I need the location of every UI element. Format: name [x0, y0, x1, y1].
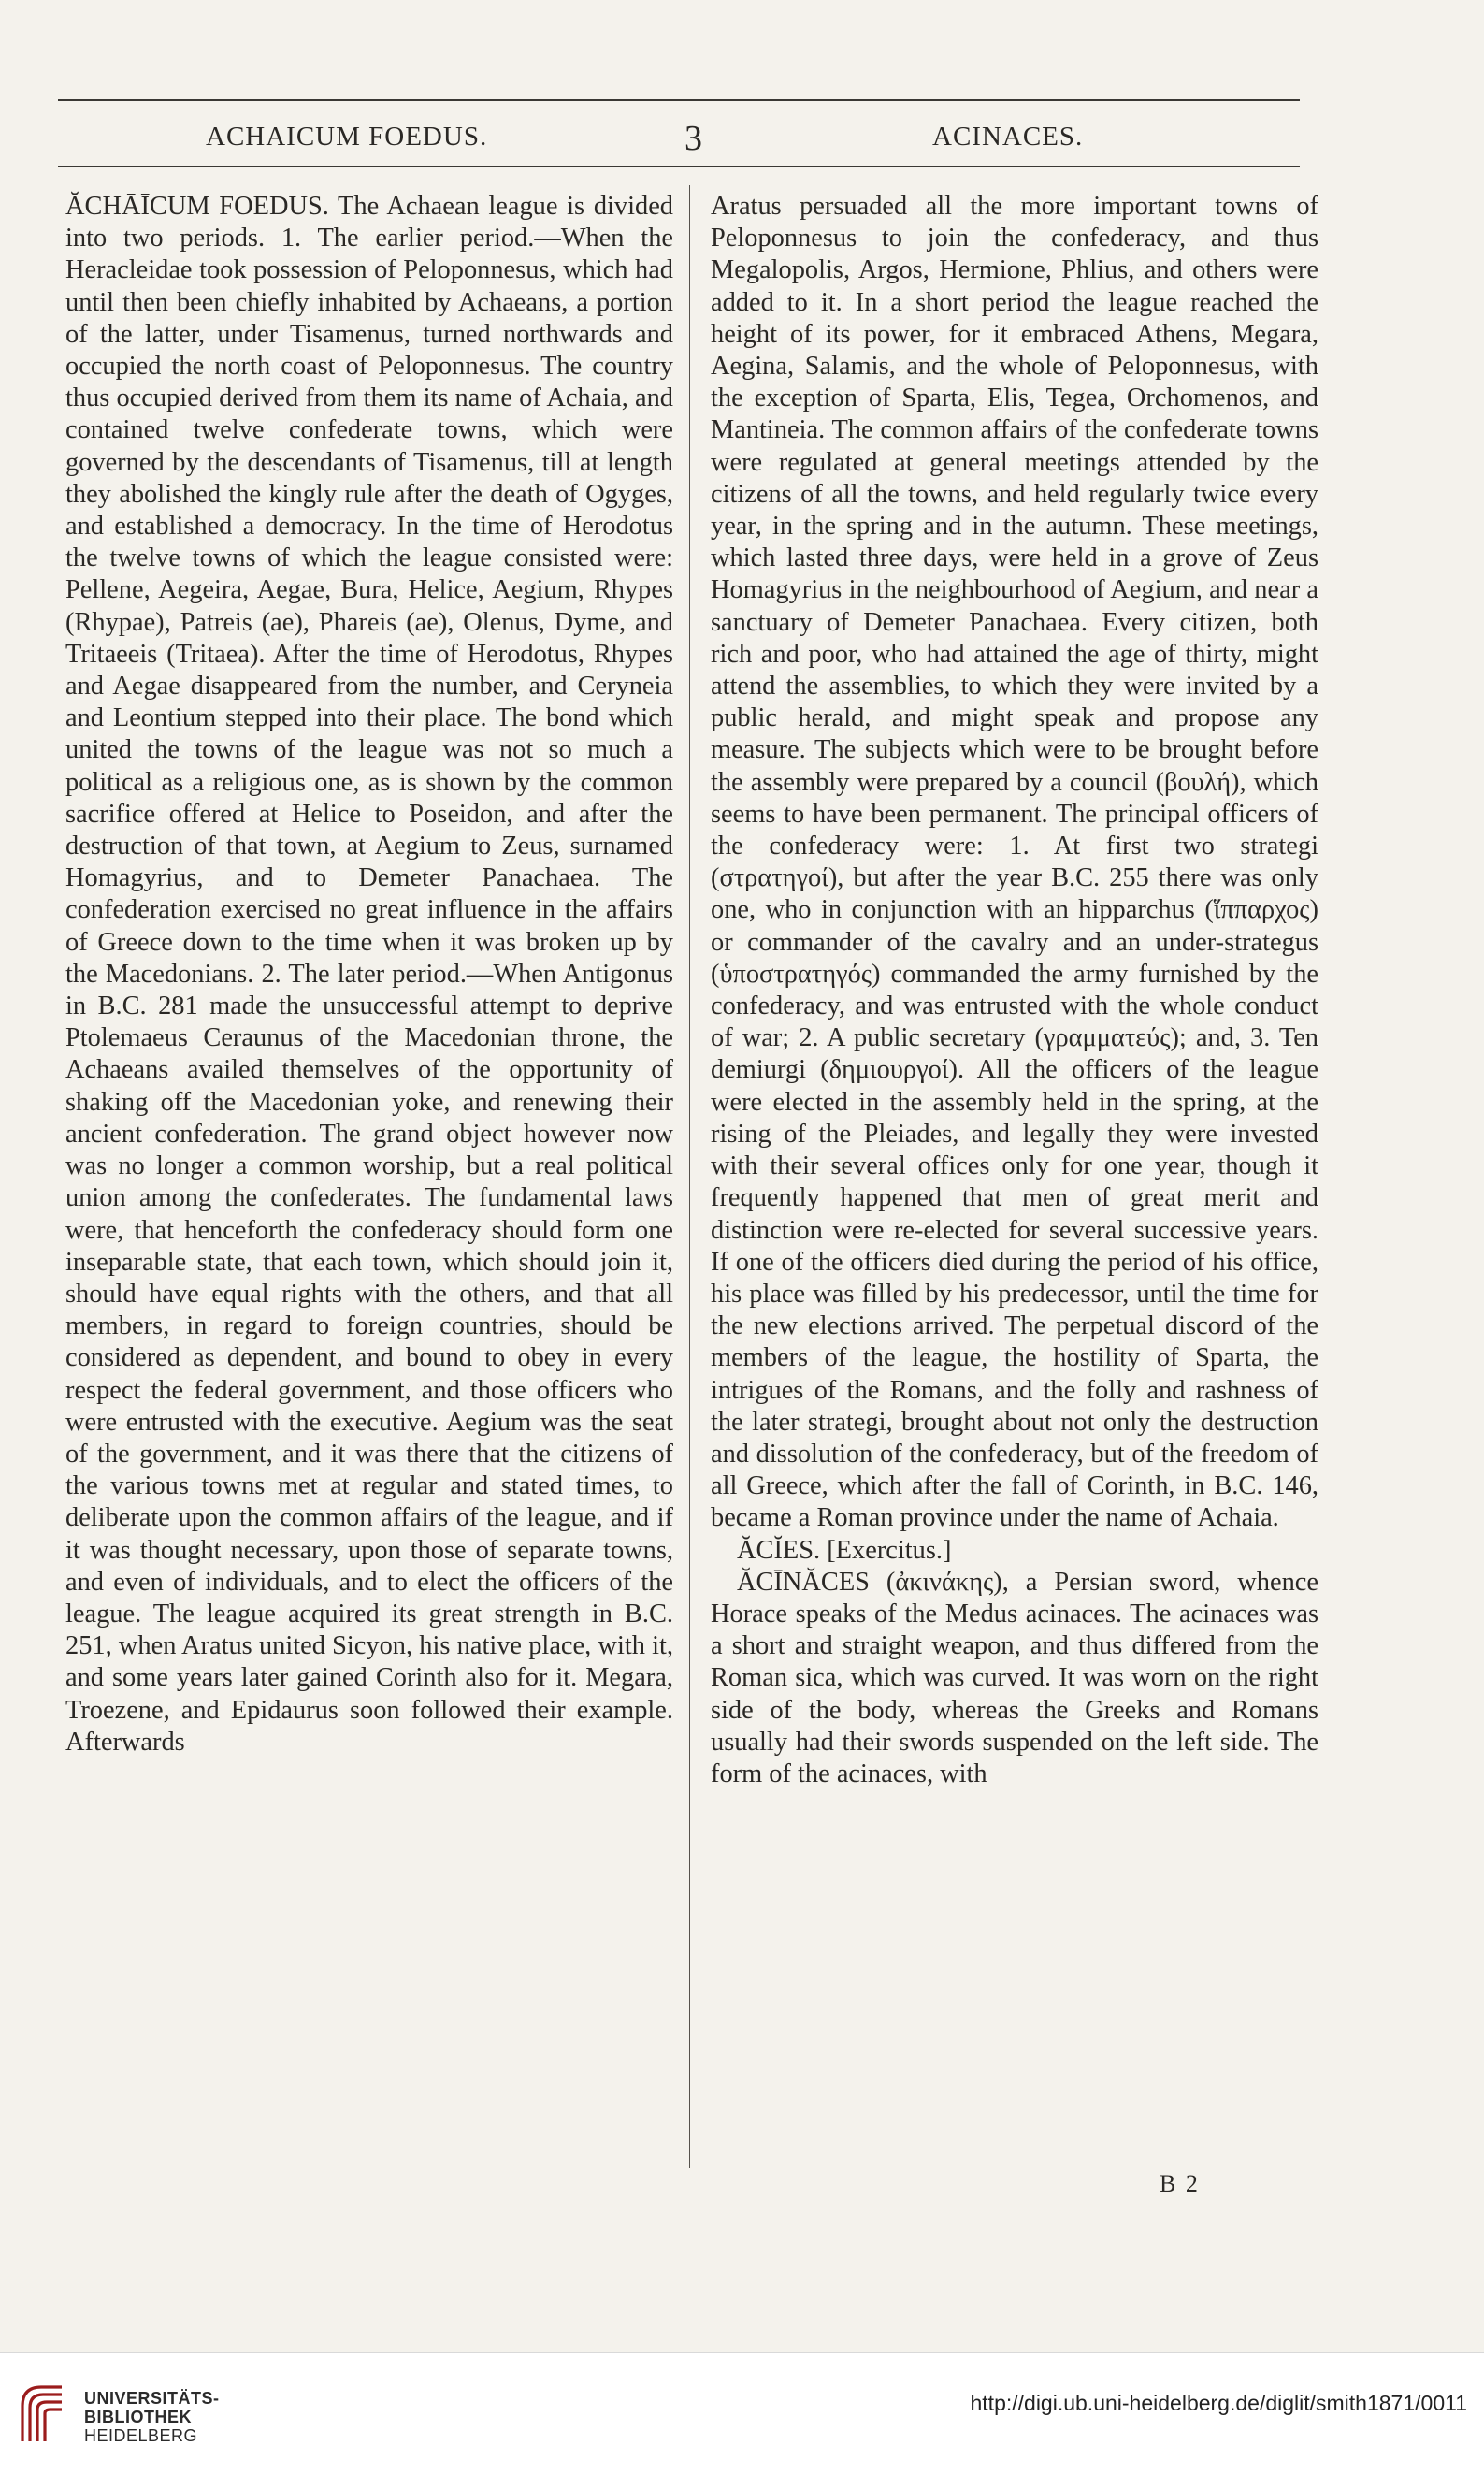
institution-line-2: BIBLIOTHEK — [84, 2408, 192, 2426]
entry-acinaces: ĂCĪNĂCES (ἀκινάκης), a Persian sword, whence Horace speaks of the Medus acinaces. The acinaces was a short and straight weapon, and thus differed from the Roman sica, which was curved. It was worn on the right side of the body, whereas the Greeks and Romans usually had their swords suspended on the left side. The form of the acinaces, with — [711, 1567, 1318, 1788]
header-rule-top — [58, 99, 1300, 101]
right-column — [711, 191, 1318, 1790]
entry-achaicum-foedus: ĂCHĀĪCUM FOEDUS. The Achaean league is divided into two periods. 1. The earlier period.—When the Heracleidae took possession of Peloponnesus, which had until then been chiefly inhabited by Achaeans, a portion of the latter, under Tisamenus, turned northwards and occupied the north coast of Peloponnesus. The country thus occupied derived from them its name of Achaia, and contained twelve confederate towns, which were governed by the descendants of Tisamenus, till at length they abolished the kingly rule after the death of Ogyges, and established a democracy. In the time of Herodotus the twelve towns of which the league consisted were: Pellene, Aegeira, Aegae, Bura, Helice, Aegium, Rhypes (Rhypae), Patreis (ae), Phareis (ae), Olenus, Dyme, and Tritaeeis (Tritaea). After the time of Herodotus, Rhypes and Aegae disappeared from the number, and Ceryneia and Leontium stepped into their place. The bond which united the towns of the league was not so much a political as a religious one, as is shown by the common sacrifice offered at Helice to Poseidon, and after the destruction of that town, at Aegium to Zeus, surnamed Homagyrius, and to Demeter Panachaea. The confederation exercised no great influence in the affairs of Greece down to the time when it was broken up by the Macedonians. 2. The later period.—When Antigonus in B.C. 281 made the unsuccessful attempt to deprive Ptolemaeus Ceraunus of the Macedonian throne, the Achaeans availed themselves of the opportunity of shaking off the Macedonian yoke, and renewing their ancient confederation. The grand object however now was no longer a common worship, but a real political union among the confederates. The fundamental laws were, that henceforth the confederacy should form one inseparable state, that each town, which should join it, should have equal rights with the others, and that all members, in regard to foreign countries, should be considered as dependent, and bound to obey in every respect the federal government, and those officers who were entrusted with the executive. Aegium was the seat of the government, and it was there that the citizens of the various towns met at regular and stated times, to deliberate upon the common affairs of the league, and if it was thought necessary, upon those of separate towns, and even of individuals, and to elect the officers of the league. The league acquired its great strength in B.C. 251, when Aratus united Sicyon, his native place, with it, and some years later gained Corinth also for it. Megara, Troezene, and Epidaurus soon followed their example. Afterwards — [65, 192, 673, 1757]
institution-line-1: UNIVERSITÄTS- — [84, 2389, 220, 2408]
viewer-footer — [0, 2352, 1484, 2475]
entry-acies: ĂCĬES. [Exercitus.] — [737, 1535, 952, 1565]
running-head-right: ACINACES. — [932, 122, 1084, 152]
institution-line-3: HEIDELBERG — [84, 2426, 198, 2445]
running-head-left: ACHAICUM FOEDUS. — [206, 122, 488, 152]
signature-mark: B 2 — [1160, 2170, 1200, 2197]
header-rule-bottom — [58, 166, 1300, 167]
university-library-logo-icon[interactable] — [13, 2381, 71, 2445]
left-column — [65, 191, 673, 1759]
permalink-url[interactable]: http://digi.ub.uni-heidelberg.de/diglit/smith1871/0011 — [970, 2391, 1467, 2415]
entry-achaicum-foedus-continued: Aratus persuaded all the more important towns of Peloponnesus to join the confederacy, and thus Megalopolis, Argos, Hermione, Phlius, and others were added to it. In a short period the league reached the height of its power, for it embraced Athens, Megara, Aegina, Salamis, and the whole of Peloponnesus, with the exception of Sparta, Elis, Tegea, Orchomenos, and Mantineia. The common affairs of the confederate towns were regulated at general meetings attended by the citizens of all the towns, and held regularly twice every year, in the spring and in the autumn. These meetings, which lasted three days, were held in a grove of Zeus Homagyrius in the neighbourhood of Aegium, and near a sanctuary of Demeter Panachaea. Every citizen, both rich and poor, who had attained the age of thirty, might attend the assemblies, to which they were invited by a public herald, and might speak and propose any measure. The subjects which were to be brought before the assembly were prepared by a council (βουλή), which seems to have been permanent. The principal officers of the confederacy were: 1. At first two strategi (στρατηγοί), but after the year B.C. 255 there was only one, who in conjunction with an hipparchus (ἵππαρχος) or commander of the cavalry and an under-strategus (ὑποστρατηγός) commanded the army furnished by the confederacy, and was entrusted with the whole conduct of war; 2. A public secretary (γραμματεύς); and, 3. Ten demiurgi (δημιουργοί). All the officers of the league were elected in the assembly held in the spring, at the rising of the Pleiades, and legally they were invested with their several offices only for one year, though it frequently happened that men of great merit and distinction were re-elected for several successive years. If one of the officers died during the period of his office, his place was filled by his predecessor, until the time for the new elections arrived. The perpetual discord of the members of the league, the hostility of Sparta, the intrigues of the Romans, and the folly and rashness of the later strategi, brought about not only the destruction and dissolution of the confederacy, but of the freedom of all Greece, which after the fall of Corinth, in B.C. 146, became a Roman province under the name of Achaia. — [711, 192, 1318, 1533]
page-number: 3 — [684, 119, 703, 158]
institution-name — [84, 2389, 220, 2445]
running-head — [58, 119, 1300, 159]
column-divider — [689, 185, 690, 2168]
